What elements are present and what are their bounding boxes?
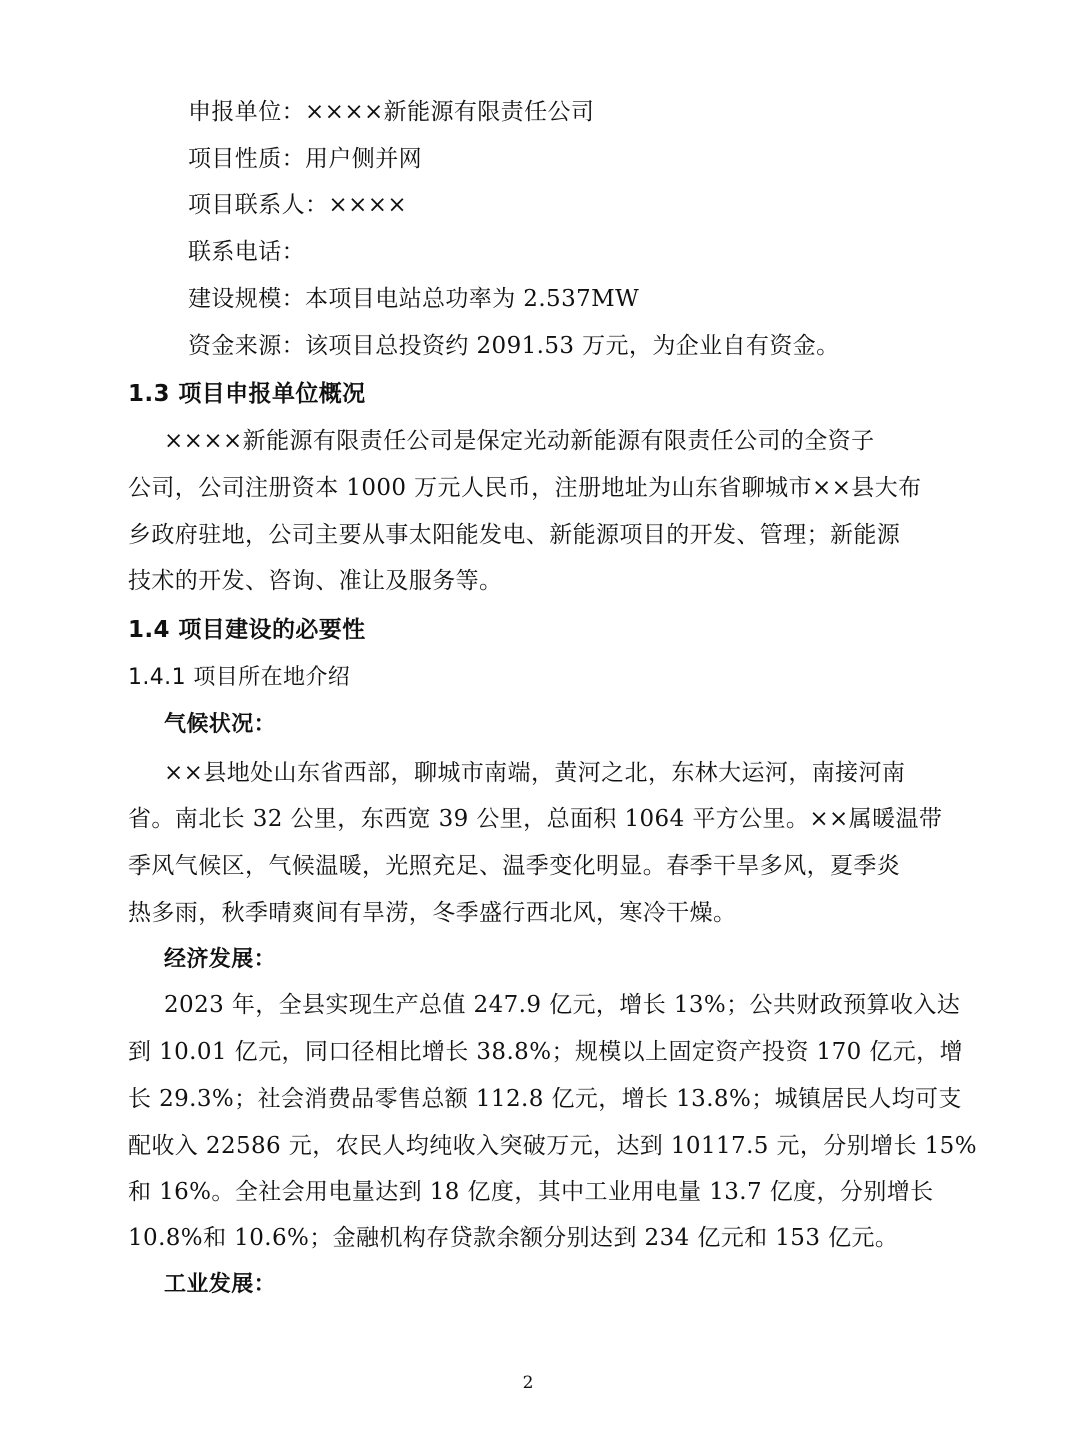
climate-paragraph-line: ××县地处山东省西部，聊城市南端，黄河之北，东林大运河，南接河南: [164, 760, 906, 786]
economy-paragraph-line: 和 16%。全社会用电量达到 18 亿度，其中工业用电量 13.7 亿度，分别增长: [128, 1179, 934, 1205]
section-1-3-paragraph-line: ××××新能源有限责任公司是保定光动新能源有限责任公司的全资子: [164, 428, 875, 454]
section-1-3-paragraph-line: 公司，公司注册资本 1000 万元人民币，注册地址为山东省聊城市××县大布: [128, 475, 922, 501]
economy-paragraph-line: 长 29.3%；社会消费品零售总额 112.8 亿元，增长 13.8%；城镇居民人均可支: [128, 1086, 962, 1112]
economy-paragraph-line: 配收入 22586 元，农民人均纯收入突破万元，达到 10117.5 元，分别增长 15%: [128, 1133, 977, 1159]
page-number: 2: [522, 1373, 534, 1393]
section-1-3-heading: 1.3 项目申报单位概况: [128, 381, 366, 407]
contact-person-line: 项目联系人：××××: [188, 192, 408, 218]
section-1-3-paragraph-line: 技术的开发、咨询、准让及服务等。: [128, 568, 503, 594]
climate-heading: 气候状况：: [164, 712, 277, 737]
industry-heading: 工业发展：: [164, 1272, 277, 1297]
economy-paragraph-line: 10.8%和 10.6%；金融机构存贷款余额分别达到 234 亿元和 153 亿元。: [128, 1225, 899, 1251]
funding-line: 资金来源：该项目总投资约 2091.53 万元，为企业自有资金。: [188, 333, 840, 359]
section-1-3-paragraph-line: 乡政府驻地，公司主要从事太阳能发电、新能源项目的开发、管理；新能源: [128, 522, 901, 548]
economy-paragraph-line: 2023 年，全县实现生产总值 247.9 亿元，增长 13%；公共财政预算收入达: [164, 992, 961, 1018]
project-nature-line: 项目性质：用户侧并网: [188, 146, 422, 172]
climate-paragraph-line: 热多雨，秋季晴爽间有旱涝，冬季盛行西北风，寒冷干燥。: [128, 900, 737, 926]
climate-paragraph-line: 省。南北长 32 公里，东西宽 39 公里，总面积 1064 平方公里。××属暖温带: [128, 806, 943, 832]
section-1-4-heading: 1.4 项目建设的必要性: [128, 617, 366, 643]
section-1-4-1-heading: 1.4.1 项目所在地介绍: [128, 665, 351, 690]
economy-heading: 经济发展：: [164, 947, 277, 972]
climate-paragraph-line: 季风气候区，气候温暖，光照充足、温季变化明显。春季干旱多风，夏季炎: [128, 853, 901, 879]
economy-paragraph-line: 到 10.01 亿元，同口径相比增长 38.8%；规模以上固定资产投资 170 亿元，增: [128, 1039, 963, 1065]
applicant-line: 申报单位：××××新能源有限责任公司: [188, 99, 595, 125]
phone-line: 联系电话：: [188, 239, 305, 265]
scale-line: 建设规模：本项目电站总功率为 2.537MW: [188, 286, 640, 312]
